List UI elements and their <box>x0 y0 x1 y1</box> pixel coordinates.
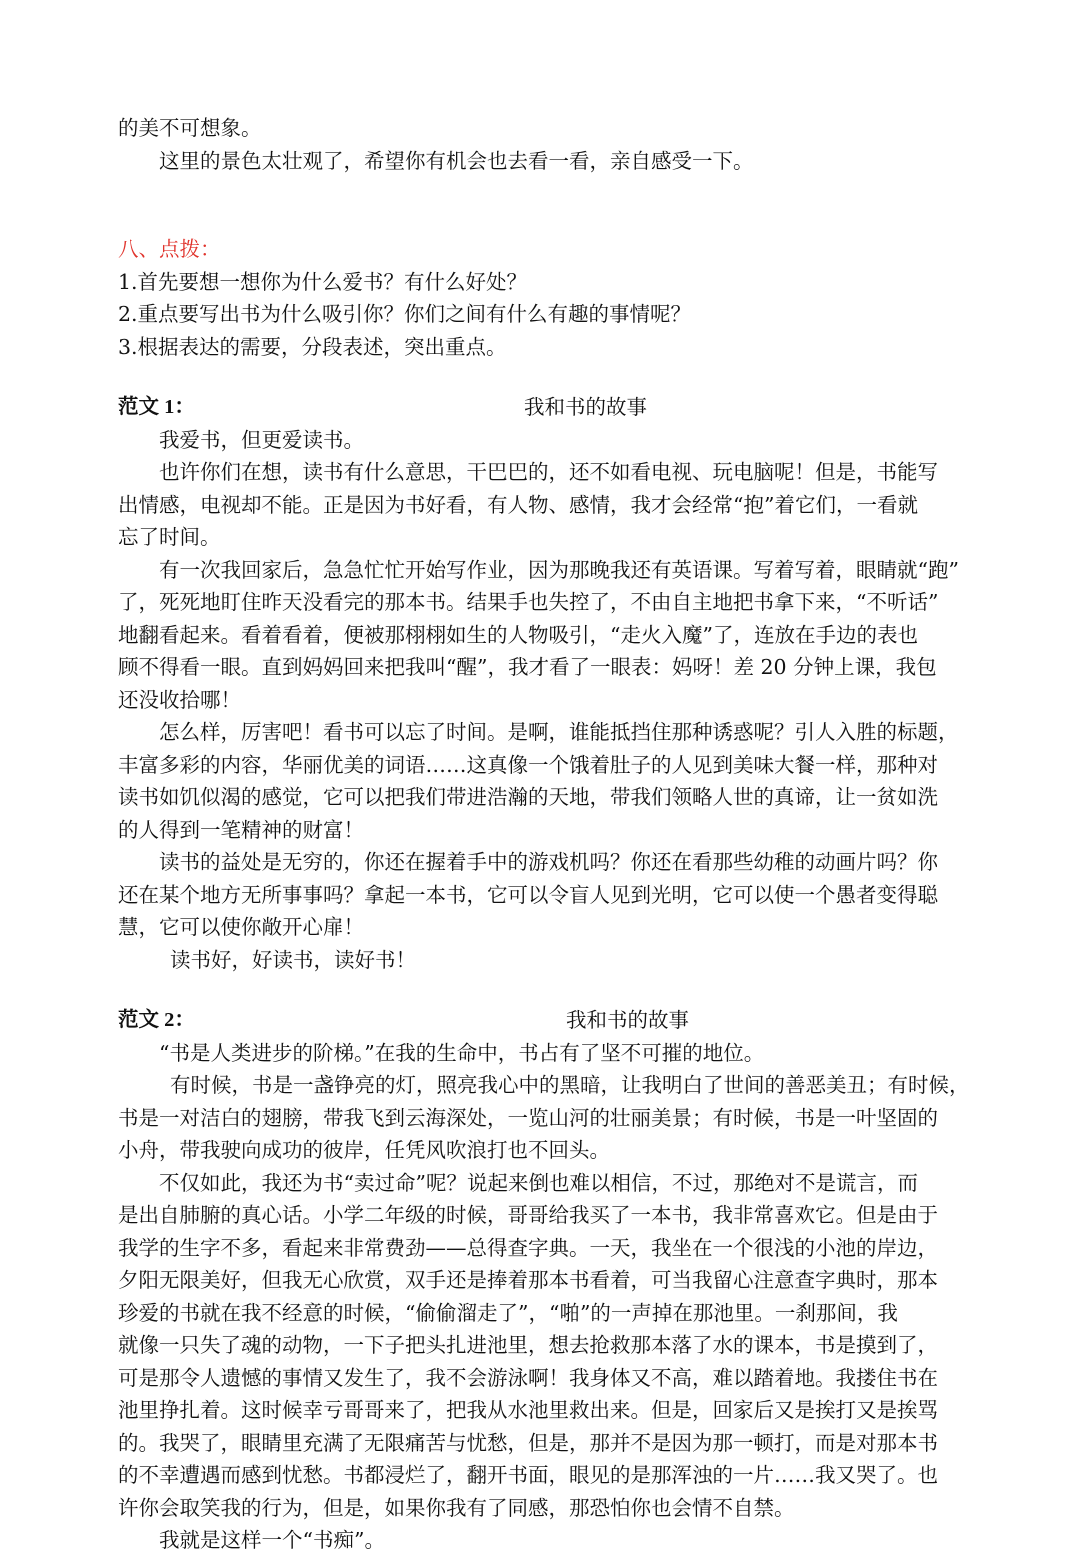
essay-1-line: 丰富多彩的内容，华丽优美的词语……这真像一个饿着肚子的人见到美味大餐一样，那种对 <box>118 752 938 777</box>
essay-2-line: 我就是这样一个“书痴”。 <box>159 1528 385 1552</box>
essay-1-line: 慧，它可以使你敞开心扉！ <box>118 915 364 939</box>
tip-item-3: 3.根据表达的需要，分段表述，突出重点。 <box>118 334 507 359</box>
essay-1-line: 怎么样，厉害吧！看书可以忘了时间。是啊，谁能抵挡住那种诱惑呢？引人入胜的标题， <box>159 720 959 744</box>
essay-2-line: 有时候，书是一盏铮亮的灯，照亮我心中的黑暗，让我明白了世间的善恶美丑；有时候， <box>170 1073 970 1097</box>
essay-1-line: 读书好，好读书，读好书！ <box>170 947 416 972</box>
essay-1-line: 地翻看起来。看着看着，便被那栩栩如生的人物吸引，“走火入魔”了，连放在手边的表也 <box>118 622 918 647</box>
essay-1-line: 有一次我回家后，急急忙忙开始写作业，因为那晚我还有英语课。写着写着，眼睛就“跑” <box>159 557 959 582</box>
essay-2-line: 珍爱的书就在我不经意的时候，“偷偷溜走了”，“啪”的一声掉在那池里。一刹那间，我 <box>118 1300 898 1325</box>
essay-2-line: 夕阳无限美好，但我无心欣赏，双手还是捧着那本书看着，可当我留心注意查字典时，那本 <box>118 1268 938 1292</box>
essay-2-line: 的。我哭了，眼睛里充满了无限痛苦与忧愁，但是，那并不是因为那一顿打，而是对那本书 <box>118 1430 938 1455</box>
essay-1-line: 出情感，电视却不能。正是因为书好看，有人物、感情，我才会经常“抱”着它们，一看就 <box>118 492 918 517</box>
essay-2-line: 不仅如此，我还为书“卖过命”呢？说起来倒也难以相信，不过，那绝对不是谎言，而 <box>159 1170 918 1195</box>
essay-2-line: 书是一对洁白的翅膀，带我飞到云海深处，一览山河的壮丽美景；有时候，书是一叶坚固的 <box>118 1105 938 1130</box>
essay-2-line: 是出自肺腑的真心话。小学二年级的时候，哥哥给我买了一本书，我非常喜欢它。但是由于 <box>118 1203 938 1227</box>
document-page <box>118 112 970 1557</box>
essay-2-line: 池里挣扎着。这时候幸亏哥哥来了，把我从水池里救出来。但是，回家后又是挨打又是挨骂 <box>118 1398 938 1422</box>
essay-2-title: 我和书的故事 <box>566 1008 689 1032</box>
essay-2-line: 就像一只失了魂的动物，一下子把头扎进池里，想去抢救那本落了水的课本，书是摸到了， <box>118 1333 938 1357</box>
essay-1-line: 了，死死地盯住昨天没看完的那本书。结果手也失控了，不由自主地把书拿下来，“不听话” <box>118 590 939 614</box>
essay-2-line: 小舟，带我驶向成功的彼岸，任凭风吹浪打也不回头。 <box>118 1138 610 1162</box>
essay-2-heading <box>118 1004 966 1037</box>
tip-item-1: 1.首先要想一想你为什么爱书？有什么好处？ <box>118 269 528 294</box>
essay-1-line: 我爱书，但更爱读书。 <box>159 427 364 452</box>
essay-1-title: 我和书的故事 <box>524 395 647 419</box>
essay-1-line: 读书的益处是无穷的，你还在握着手中的游戏机吗？你还在看那些幼稚的动画片吗？你 <box>159 850 938 874</box>
essay-2-line: 我学的生字不多，看起来非常费劲——总得查字典。一天，我坐在一个很浅的小池的岸边， <box>118 1235 938 1260</box>
essay-1-heading <box>118 391 966 424</box>
essay-1-line: 还在某个地方无所事事吗？拿起一本书，它可以令盲人见到光明，它可以使一个愚者变得聪 <box>118 882 938 907</box>
essay-2-label: 范文 2： <box>118 1009 195 1031</box>
essay-1-line: 忘了时间。 <box>118 525 221 549</box>
essay-1-line: 的人得到一笔精神的财富！ <box>118 817 364 842</box>
intro-line-2: 这里的景色太壮观了，希望你有机会也去看一看，亲自感受一下。 <box>159 148 754 173</box>
essay-1-line: 读书如饥似渴的感觉，它可以把我们带进浩瀚的天地，带我们领略人世的真谛，让一贫如洗 <box>118 785 938 809</box>
essay-2-line: “书是人类进步的阶梯。”在我的生命中，书占有了坚不可摧的地位。 <box>159 1040 765 1065</box>
essay-1-body <box>118 424 966 977</box>
section-8-title: 八、点拨： <box>118 237 221 261</box>
essay-2-body <box>118 1037 970 1557</box>
essay-1-line: 还没收拾哪！ <box>118 687 241 712</box>
intro-line-1: 的美不可想象。 <box>118 116 262 140</box>
tip-item-2: 2.重点要写出书为什么吸引你？你们之间有什么有趣的事情呢？ <box>118 302 692 326</box>
essay-2-line: 可是那令人遗憾的事情又发生了，我不会游泳啊！我身体又不高，难以踏着地。我搂住书在 <box>118 1365 938 1390</box>
essay-1-line: 也许你们在想，读书有什么意思，干巴巴的，还不如看电视、玩电脑呢！但是，书能写 <box>159 460 938 484</box>
essay-2-line: 的不幸遭遇而感到忧愁。书都浸烂了，翻开书面，眼见的是那浑浊的一片……我又哭了。也 <box>118 1463 938 1487</box>
essay-1-label: 范文 1： <box>118 396 195 418</box>
essay-2-line: 许你会取笑我的行为，但是，如果你我有了同感，那恐怕你也会情不自禁。 <box>118 1495 795 1520</box>
essay-1-line: 顾不得看一眼。直到妈妈回来把我叫“醒”，我才看了一眼表：妈呀！差 20 分钟上课，我包 <box>118 655 937 679</box>
